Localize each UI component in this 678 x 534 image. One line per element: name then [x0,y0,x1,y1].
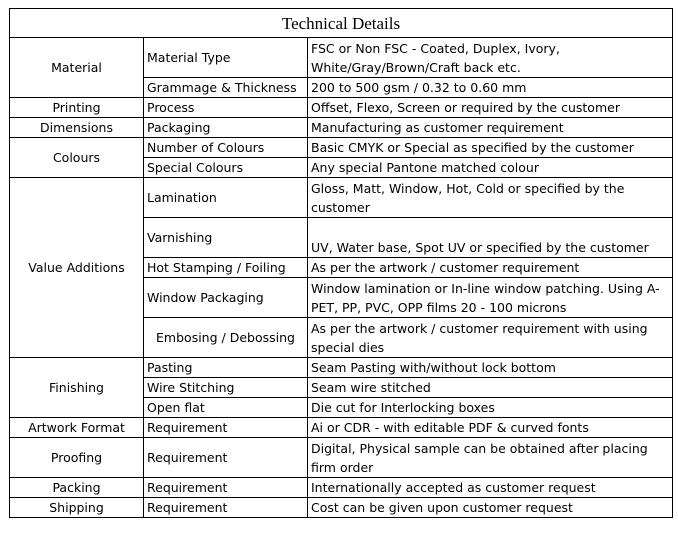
technical-details-table [9,8,673,518]
subcategory-cell: Requirement [144,478,308,498]
detail-cell: Ai or CDR - with editable PDF & curved fonts [308,418,673,438]
subcategory-cell: Material Type [144,38,308,78]
table-row [10,138,673,158]
category-dimensions: Dimensions [10,118,144,138]
category-colours: Colours [10,138,144,178]
category-material: Material [10,38,144,98]
category-finishing: Finishing [10,358,144,418]
subcategory-cell: Wire Stitching [144,378,308,398]
category-packing: Packing [10,478,144,498]
category-shipping: Shipping [10,498,144,518]
table-row [10,98,673,118]
detail-cell: 200 to 500 gsm / 0.32 to 0.60 mm [308,78,673,98]
detail-cell: Any special Pantone matched colour [308,158,673,178]
subcategory-cell: Pasting [144,358,308,378]
detail-cell: FSC or Non FSC - Coated, Duplex, Ivory, White/Gray/Brown/Craft back etc. [308,38,673,78]
subcategory-cell: Hot Stamping / Foiling [144,258,308,278]
table-row [10,418,673,438]
detail-cell: As per the artwork / customer requirement with using special dies [308,318,673,358]
detail-cell: Window lamination or In-line window patching. Using A-PET, PP, PVC, OPP films 20 - 100 microns [308,278,673,318]
table-row [10,38,673,78]
subcategory-cell: Varnishing [144,218,308,258]
detail-cell: As per the artwork / customer requirement [308,258,673,278]
detail-cell: Cost can be given upon customer request [308,498,673,518]
detail-cell: Die cut for Interlocking boxes [308,398,673,418]
table-row [10,118,673,138]
subcategory-cell: Number of Colours [144,138,308,158]
detail-cell: Digital, Physical sample can be obtained after placing firm order [308,438,673,478]
subcategory-cell: Window Packaging [144,278,308,318]
category-proofing: Proofing [10,438,144,478]
subcategory-cell: Open flat [144,398,308,418]
table-row [10,478,673,498]
table-row [10,358,673,378]
category-value-additions: Value Additions [10,178,144,358]
detail-cell: Basic CMYK or Special as specified by the customer [308,138,673,158]
table-row [10,178,673,218]
detail-cell: Seam wire stitched [308,378,673,398]
table-title-row [10,9,673,38]
category-printing: Printing [10,98,144,118]
subcategory-cell: Process [144,98,308,118]
subcategory-cell: Special Colours [144,158,308,178]
table-row [10,438,673,478]
subcategory-cell: Embosing / Debossing [144,318,308,358]
subcategory-cell: Grammage & Thickness [144,78,308,98]
subcategory-cell: Requirement [144,438,308,478]
detail-cell: UV, Water base, Spot UV or specified by the customer [308,218,673,258]
detail-cell: Internationally accepted as customer request [308,478,673,498]
table-row [10,498,673,518]
detail-cell: Manufacturing as customer requirement [308,118,673,138]
table-title: Technical Details [10,9,673,38]
subcategory-cell: Requirement [144,418,308,438]
subcategory-cell: Packaging [144,118,308,138]
detail-cell: Gloss, Matt, Window, Hot, Cold or specified by the customer [308,178,673,218]
subcategory-cell: Lamination [144,178,308,218]
category-artwork-format: Artwork Format [10,418,144,438]
subcategory-cell: Requirement [144,498,308,518]
detail-cell: Seam Pasting with/without lock bottom [308,358,673,378]
detail-cell: Offset, Flexo, Screen or required by the customer [308,98,673,118]
